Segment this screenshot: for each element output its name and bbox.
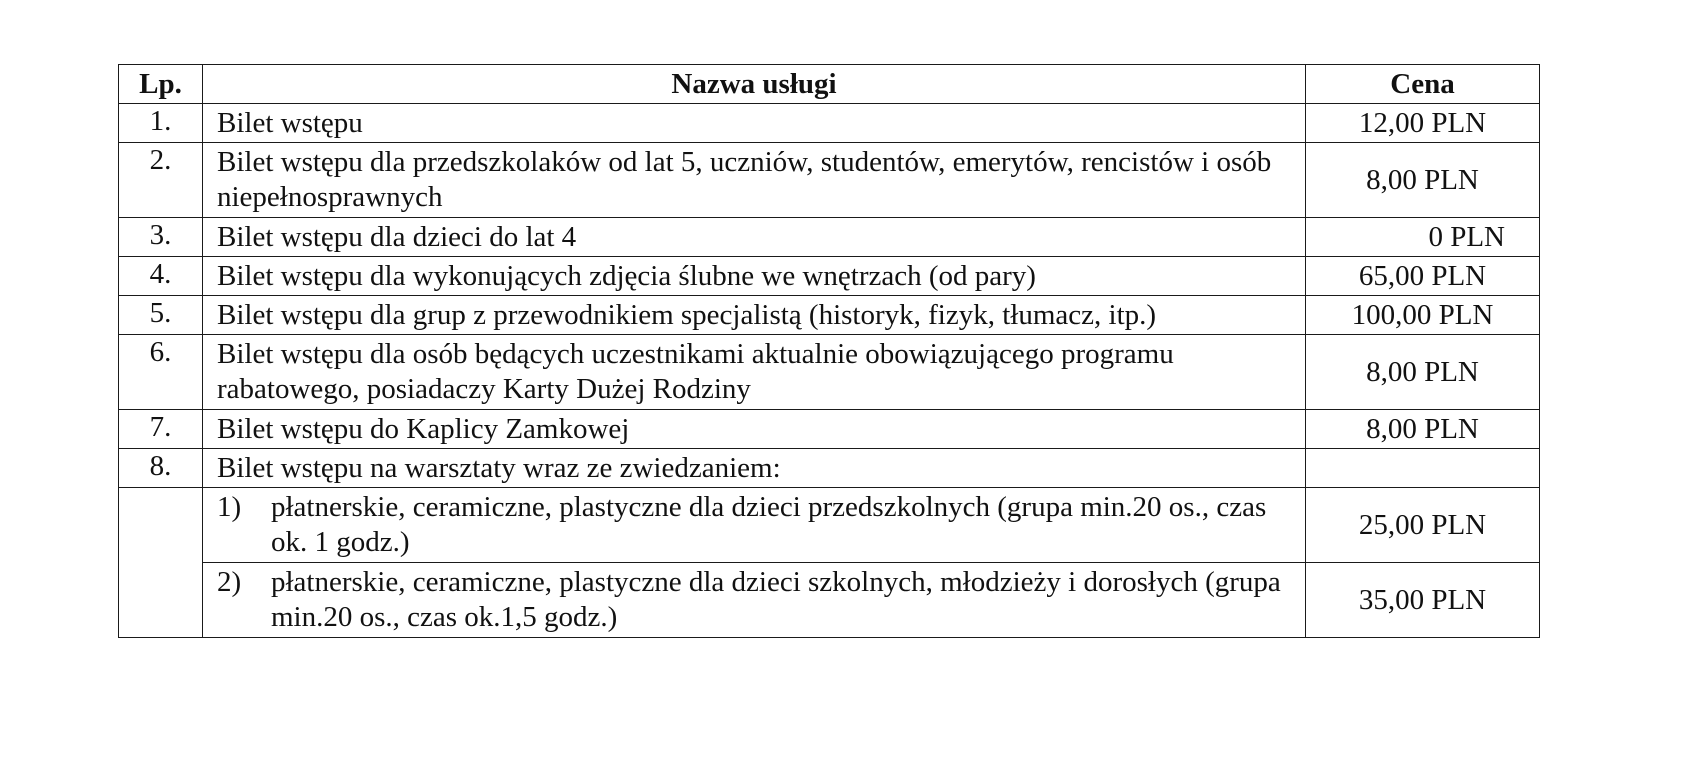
service-price: 65,00 PLN (1306, 257, 1540, 296)
service-price: 8,00 PLN (1306, 335, 1540, 410)
row-number: 4. (119, 257, 203, 296)
table-row (119, 143, 1540, 218)
service-name: Bilet wstępu dla dzieci do lat 4 (203, 218, 1306, 257)
row-number: 3. (119, 218, 203, 257)
table-subrow (119, 563, 1540, 638)
row-number-empty (119, 488, 203, 638)
workshop-price: 25,00 PLN (1306, 488, 1540, 563)
table-header-row (119, 65, 1540, 104)
row-number: 7. (119, 410, 203, 449)
table-row (119, 257, 1540, 296)
table-row (119, 335, 1540, 410)
workshop-item (203, 488, 1306, 563)
service-name: Bilet wstępu na warsztaty wraz ze zwiedzaniem: (203, 449, 1306, 488)
table-row (119, 410, 1540, 449)
table-row (119, 449, 1540, 488)
row-number: 8. (119, 449, 203, 488)
workshop-item (203, 563, 1306, 638)
service-name: Bilet wstępu dla przedszkolaków od lat 5, uczniów, studentów, emerytów, rencistów i osób niepełnosprawnych (203, 143, 1306, 218)
service-name: Bilet wstępu dla osób będących uczestnikami aktualnie obowiązującego programu rabatowego, posiadaczy Karty Dużej Rodziny (203, 335, 1306, 410)
row-number: 6. (119, 335, 203, 410)
service-price: 12,00 PLN (1306, 104, 1540, 143)
service-name: Bilet wstępu dla wykonujących zdjęcia ślubne we wnętrzach (od pary) (203, 257, 1306, 296)
service-price: 8,00 PLN (1306, 143, 1540, 218)
table-row (119, 218, 1540, 257)
header-service-name: Nazwa usługi (203, 65, 1306, 104)
price-list-table (118, 64, 1540, 638)
service-name: Bilet wstępu dla grup z przewodnikiem specjalistą (historyk, fizyk, tłumacz, itp.) (203, 296, 1306, 335)
header-lp: Lp. (119, 65, 203, 104)
workshop-price: 35,00 PLN (1306, 563, 1540, 638)
service-price: 8,00 PLN (1306, 410, 1540, 449)
row-number: 1. (119, 104, 203, 143)
workshop-item-number: 1) (217, 491, 242, 523)
table-row (119, 296, 1540, 335)
service-price: 0 PLN (1306, 218, 1540, 257)
header-price: Cena (1306, 65, 1540, 104)
workshop-item-name: płatnerskie, ceramiczne, plastyczne dla dzieci szkolnych, młodzieży i dorosłych (grupa min.20 os., czas ok.1,5 godz.) (271, 566, 1281, 633)
table-row (119, 104, 1540, 143)
service-name: Bilet wstępu do Kaplicy Zamkowej (203, 410, 1306, 449)
row-number: 5. (119, 296, 203, 335)
row-number: 2. (119, 143, 203, 218)
service-price: 100,00 PLN (1306, 296, 1540, 335)
workshop-item-number: 2) (217, 566, 242, 598)
table-subrow (119, 488, 1540, 563)
workshop-item-name: płatnerskie, ceramiczne, plastyczne dla dzieci przedszkolnych (grupa min.20 os., czas ok. 1 godz.) (271, 491, 1267, 558)
service-price (1306, 449, 1540, 488)
service-name: Bilet wstępu (203, 104, 1306, 143)
